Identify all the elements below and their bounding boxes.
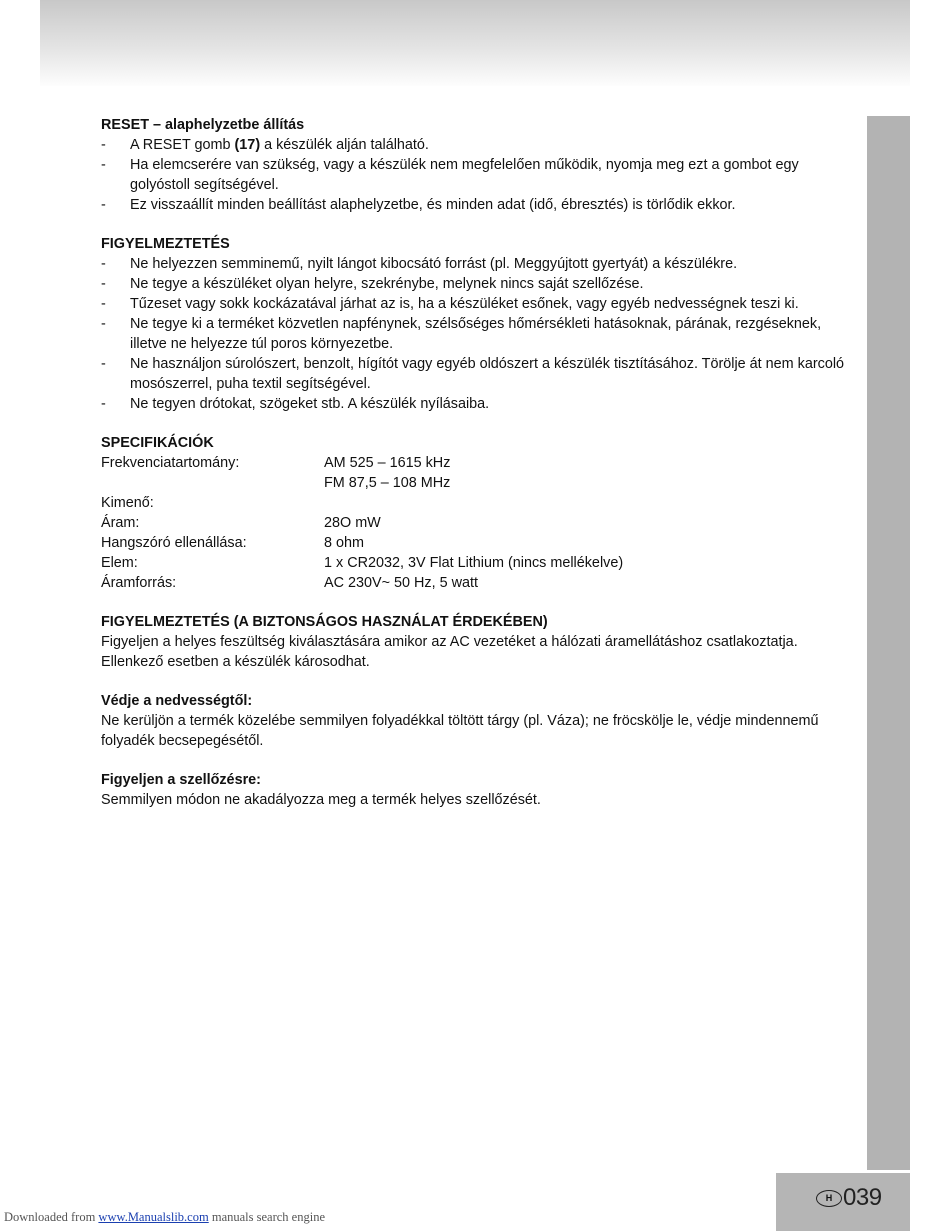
language-badge: H: [816, 1190, 842, 1207]
list-item: - Ne helyezzen semminemű, nyilt lángot kibocsátó forrást (pl. Meggyújtott gyertyát) a készülékre.: [101, 256, 738, 272]
safety-text: Figyeljen a helyes feszültség kiválasztására amikor az AC vezetéket a hálózati áramellátáshoz csatlakoztatja. Ellenkező esetben a készülék károsodhat.: [101, 634, 798, 670]
safety-heading: FIGYELMEZTETÉS (A BIZTONSÁGOS HASZNÁLAT ÉRDEKÉBEN): [101, 614, 548, 630]
reset-heading: RESET – alaphelyzetbe állítás: [101, 117, 305, 133]
safety-section: [101, 612, 861, 672]
moisture-heading: Védje a nedvességtől:: [101, 693, 253, 709]
spec-row: Áramforrás: AC 230V~ 50 Hz, 5 watt: [101, 575, 478, 591]
document-body: [101, 115, 861, 829]
spec-row: Frekvenciatartomány: AM 525 – 1615 kHz: [101, 455, 451, 471]
spec-row: Hangszóró ellenállása: 8 ohm: [101, 535, 364, 551]
header-gradient-band: [40, 0, 910, 86]
download-credit: Downloaded from www.Manualslib.com manuals search engine: [4, 1210, 325, 1224]
moisture-section: [101, 691, 861, 751]
ventilation-heading: Figyeljen a szellőzésre:: [101, 772, 261, 788]
list-item: - Ez visszaállít minden beállítást alaphelyzetbe, és minden adat (idő, ébresztés) is törlődik ekkor.: [101, 197, 736, 213]
spec-row: Kimenő:: [101, 495, 154, 511]
warning-heading: FIGYELMEZTETÉS: [101, 236, 230, 252]
specs-heading: SPECIFIKÁCIÓK: [101, 435, 214, 451]
page-number-text: 039: [843, 1184, 882, 1211]
list-item: - Ha elemcserére van szükség, vagy a készülék nem megfelelően működik, nyomja meg ezt a gombot egy golyóstoll segítségével.: [101, 157, 799, 193]
list-item: - Ne tegyen drótokat, szögeket stb. A készülék nyílásaiba.: [101, 396, 490, 412]
specs-section: [101, 433, 861, 593]
button-reference: (17): [234, 137, 261, 153]
list-item: - Tűzeset vagy sokk kockázatával járhat az is, ha a készüléket esőnek, vagy egyéb nedvességnek teszi ki.: [101, 296, 799, 312]
spec-row: FM 87,5 – 108 MHz: [324, 475, 451, 491]
list-item: - Ne tegye a készüléket olyan helyre, szekrénybe, melynek nincs saját szellőzése.: [101, 276, 644, 292]
reset-section: [101, 115, 861, 215]
side-tab-bar: [867, 116, 910, 1170]
spec-row: Áram: 28O mW: [101, 515, 381, 531]
manualslib-link[interactable]: www.Manualslib.com: [98, 1210, 209, 1224]
moisture-text: Ne kerüljön a termék közelébe semmilyen folyadékkal töltött tárgy (pl. Váza); ne fröcskölje le, védje mindennemű folyadék becsepegésétől.: [101, 713, 819, 749]
ventilation-section: [101, 770, 861, 810]
list-item: - Ne tegye ki a terméket közvetlen napfénynek, szélsőséges hőmérsékleti hatásoknak, párának, rezgéseknek, illetve ne helyezze túl poros környezetbe.: [101, 316, 822, 352]
warning-section: [101, 234, 861, 414]
spec-row: Elem: 1 x CR2032, 3V Flat Lithium (nincs mellékelve): [101, 555, 624, 571]
list-item: - A RESET gomb (17) a készülék alján található.: [101, 137, 429, 153]
page-number: [816, 1183, 882, 1213]
list-item: - Ne használjon súrolószert, benzolt, hígítót vagy egyéb oldószert a készülék tisztításához. Törölje át nem karcoló mosószerrel, puha textil segítségével.: [101, 356, 845, 392]
ventilation-text: Semmilyen módon ne akadályozza meg a termék helyes szellőzését.: [101, 792, 541, 808]
